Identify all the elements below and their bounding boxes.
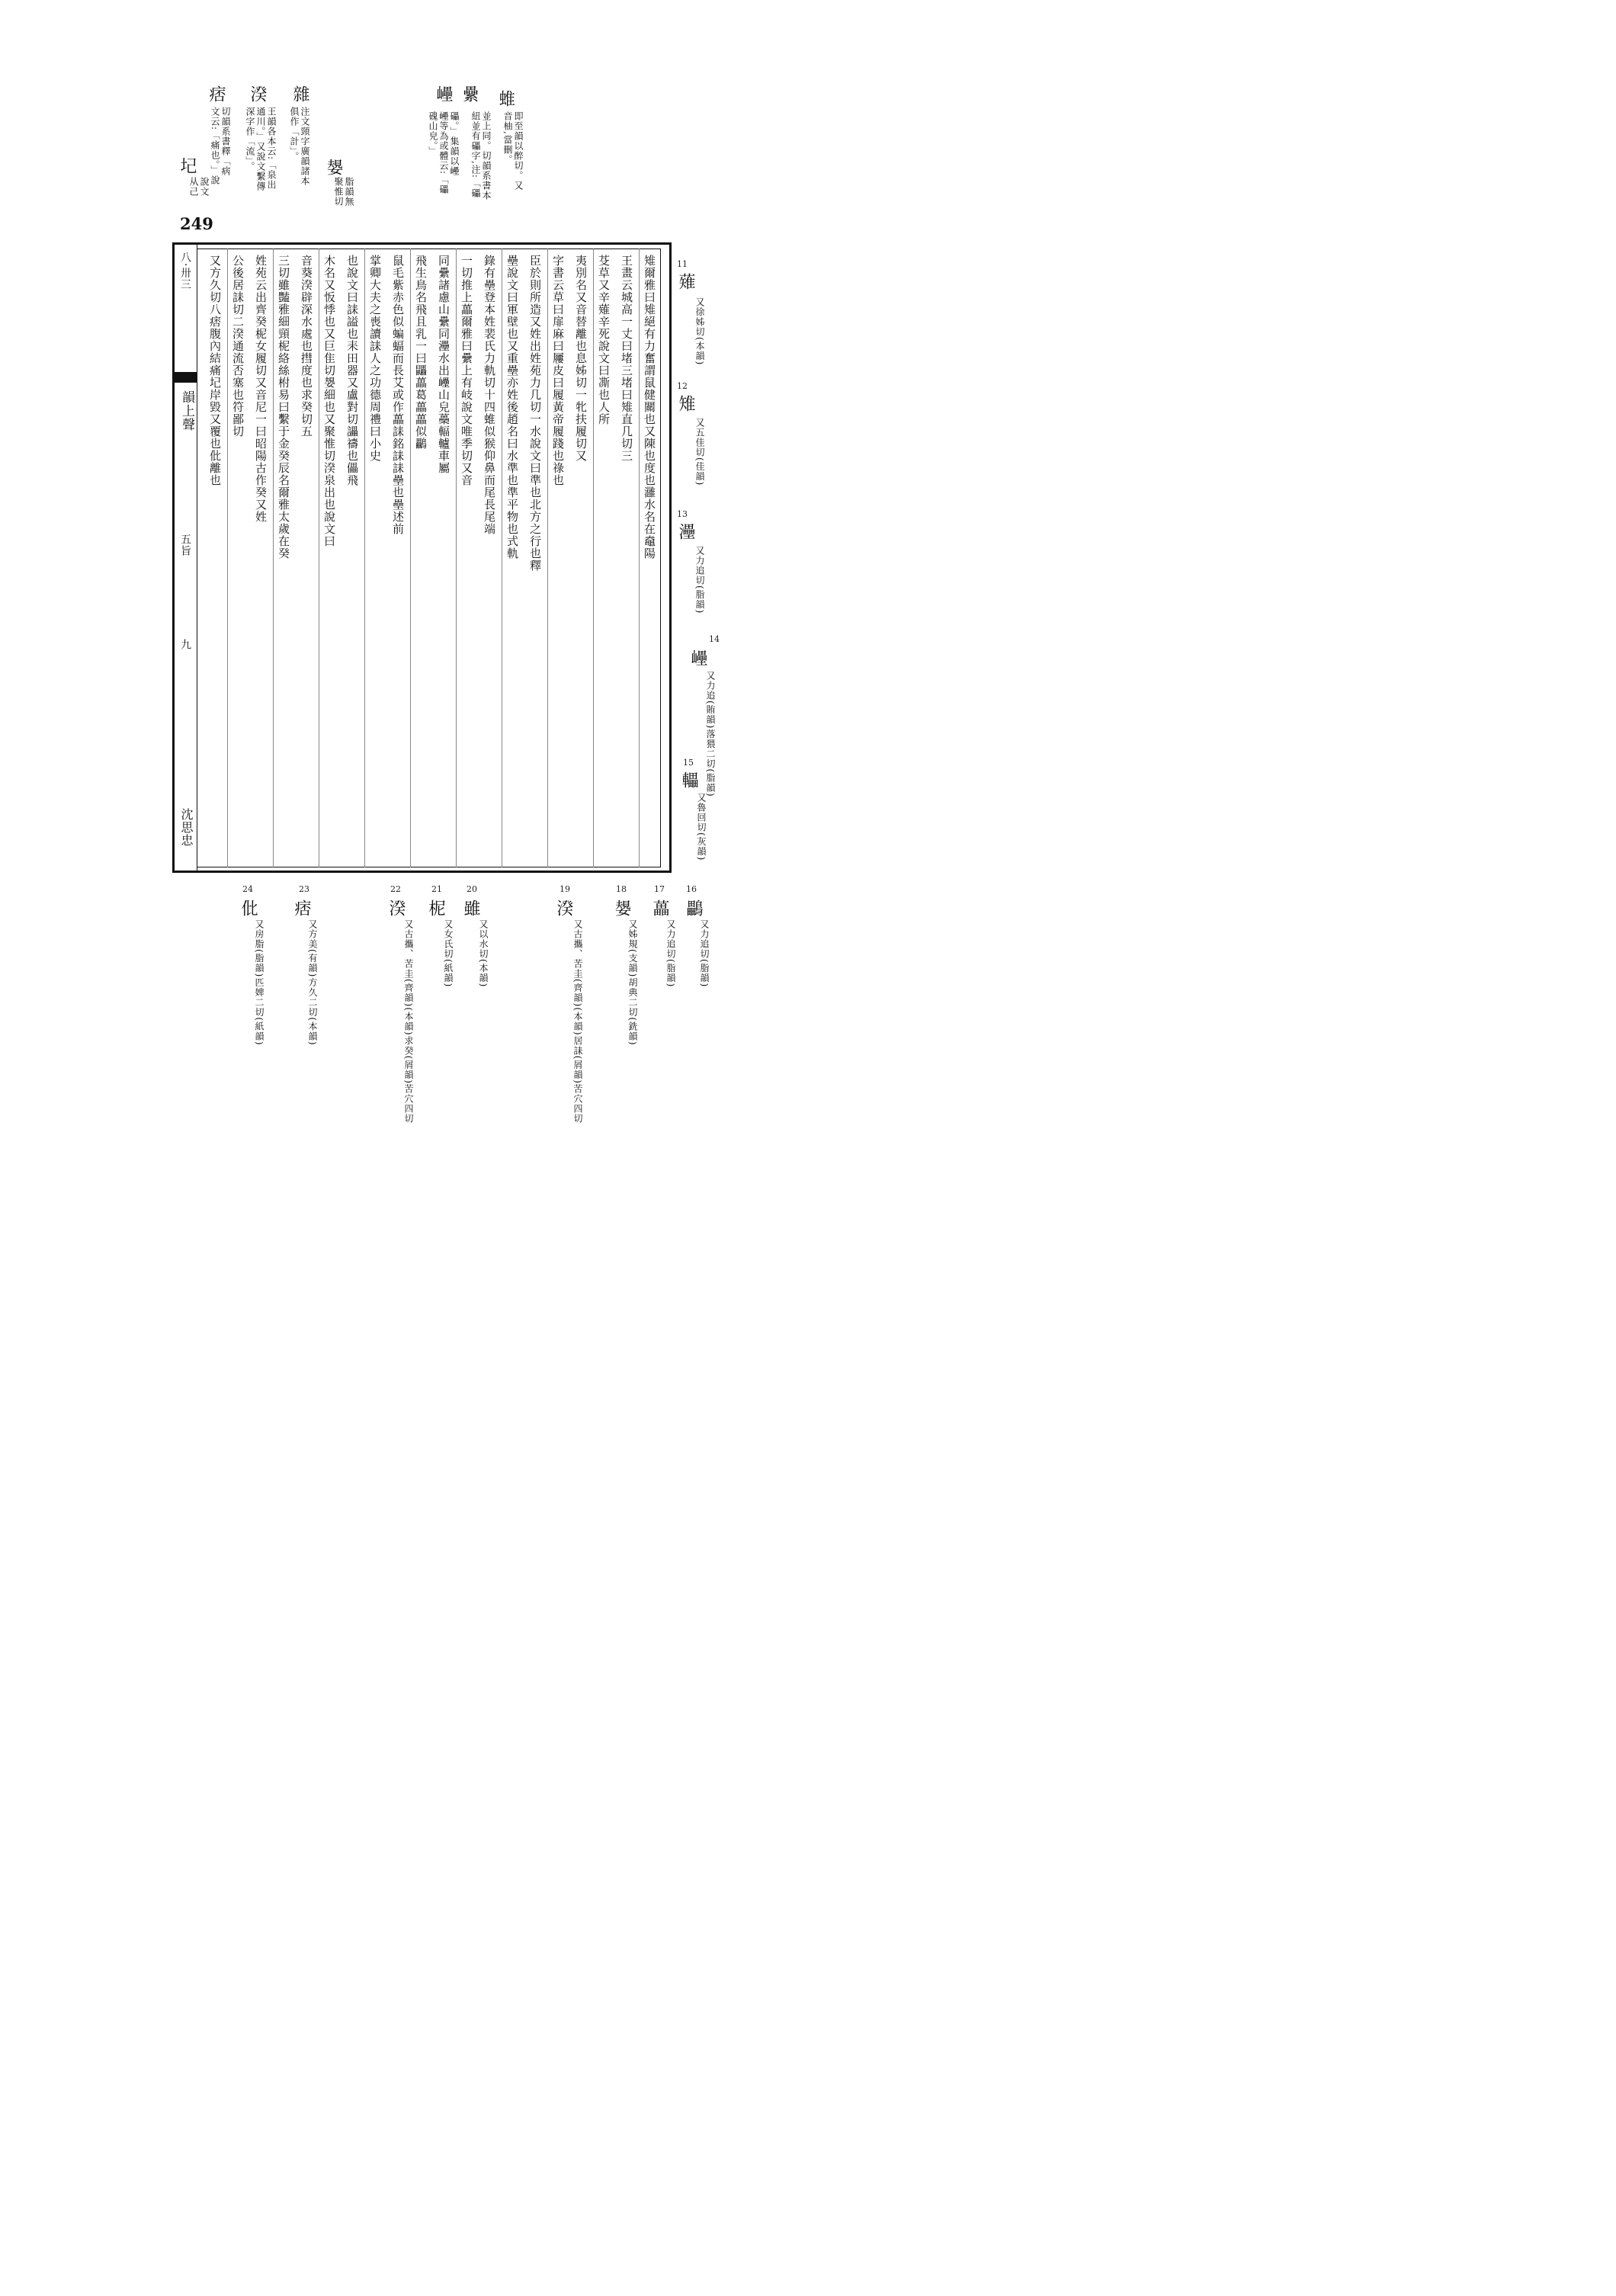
text-column-2: 王畫云城高一丈曰堵三堵曰雉直几切三: [620, 255, 633, 462]
footnote-number: 12: [677, 381, 688, 391]
note-line: 礧。」集韻以㠥: [449, 111, 460, 176]
column-rule: [227, 249, 228, 867]
text-column-4: 夷別名又音替離也息姊切一牝扶履切又: [574, 255, 588, 462]
footnote-text: 又古攜、苦圭(齊韻)(本韻)求癸(屑韻)苦穴四切: [403, 919, 414, 1124]
page-number: 249: [180, 214, 213, 233]
footnote-head: 湀: [386, 899, 406, 917]
note-line: 磈山皃。」: [428, 111, 438, 156]
footnote-head: 雖: [461, 899, 480, 917]
note-line: 即至韻以醉切。又: [513, 111, 524, 191]
footnote-text: 又力追切(脂韻): [694, 546, 705, 614]
margin-top-label: 八·卅三: [179, 252, 191, 290]
note-line: 並上同。切韻系書本: [481, 111, 492, 200]
column-rule: [547, 249, 548, 867]
footnote-number: 17: [654, 884, 665, 894]
text-column-10: 同纍諸慮山纍同灅水出㠥山皃蘽輻轤車屬: [437, 255, 450, 474]
fishtail-mark: [175, 372, 197, 383]
note-line: 紐並有礧字,注:「礧: [470, 111, 481, 198]
text-column-16: 音葵湀辟深水處也㨹度也求癸切五: [300, 255, 313, 438]
note-line: 音柚,當刪。: [502, 111, 513, 165]
text-column-6: 臣於則所造又姓出姓苑力几切一水說文曰準也北方之行也釋: [528, 255, 542, 572]
note-line: 俱作「計」。: [289, 107, 300, 162]
footnote-text: 又徐姊切(本韻): [694, 297, 705, 366]
column-rule: [364, 249, 365, 867]
text-column-14: 也說文曰誄謚也耒田器又盧對切讄禱也儡飛: [345, 255, 359, 486]
margin-author-label: 沈思忠: [179, 808, 194, 847]
note-line: 㠥等為或體云:「礧: [438, 111, 449, 195]
text-column-11: 飛生鳥名飛且乳一曰鼺藟葛藟藟似鸓: [414, 255, 428, 450]
note-head-5: 圮: [178, 157, 197, 175]
footnote-text: 又房脂(脂韻)匹婢二切(紙韻): [254, 919, 265, 1046]
note-head-6: 蜼: [496, 90, 515, 107]
footnote-text: 又姊規(支韻)胡典二切(銑韻): [627, 919, 638, 1046]
footnote-head: 薙: [676, 273, 695, 290]
note-head-8: 㠥: [434, 85, 453, 103]
text-column-3: 芟草又辛薙辛死說文曰凘也人所: [597, 255, 611, 425]
footnote-number: 16: [686, 884, 697, 894]
note-head-7: 纍: [460, 85, 479, 103]
footnote-number: 11: [677, 259, 688, 269]
column-rule: [639, 249, 640, 867]
footnote-text: 又古攜、苦圭(齊韻)(本韻)居誄(屑韻)苦穴四切: [572, 919, 583, 1124]
note-head-2: 湀: [248, 85, 267, 103]
footnote-text: 又方美(有韻)方久二切(本韻): [307, 919, 318, 1046]
footnote-number: 18: [616, 884, 627, 894]
footnote-head: 雉: [676, 395, 695, 412]
margin-leaf-label: 九: [179, 639, 191, 650]
footnote-head: 轠: [679, 771, 698, 789]
note-line: 王韻各本云:「泉出: [266, 107, 277, 191]
footnote-text: 又力追(賄韻)落猥二切(脂韻): [705, 671, 716, 797]
dictionary-page: [0, 0, 841, 1195]
note-line: 深字作「流」。: [245, 107, 255, 172]
text-column-19: 公後居誄切二湀通流否塞也符鄙切: [231, 255, 245, 438]
note-line: 切韻系書釋「病: [220, 107, 231, 176]
footnote-head: 柅: [426, 899, 445, 917]
footnote-number: 24: [242, 884, 253, 894]
note-line: 脂韻無: [344, 177, 354, 207]
note-line: 說文: [199, 177, 210, 197]
footnote-head: 鸓: [684, 899, 703, 917]
text-column-18: 姓苑云出齊癸柅女履切又音尼一曰昭陽古作癸又姓: [254, 255, 268, 523]
note-head-4: 嫢: [324, 159, 343, 176]
footnote-number: 15: [683, 758, 694, 768]
text-column-7: 壘說文曰軍壁也又重壘亦姓後趙名曰水準也準平物也式軌: [505, 255, 519, 560]
footnote-number: 22: [390, 884, 401, 894]
note-line: 从己: [188, 177, 199, 197]
note-line: 通川。」又說文繫傳: [255, 107, 266, 191]
column-rule: [273, 249, 274, 867]
text-column-13: 掌卿大夫之喪讀誄人之功德周禮曰小史: [368, 255, 382, 462]
footnote-head: 灅: [676, 523, 695, 540]
footnote-head: 嫢: [612, 899, 631, 917]
footnote-head: 痞: [292, 899, 311, 917]
text-column-17: 三切雖豔雅細頸柅絡絲柎易曰繫于金癸辰名爾雅太歲在癸: [277, 255, 290, 560]
note-line: 注文頸字廣韻諸本: [300, 107, 310, 186]
text-column-15: 木名又㤆悸也又巨隹切嫢細也又聚惟切湀泉出也說文曰: [322, 255, 336, 547]
footnote-head: 藟: [650, 899, 669, 917]
note-head-1: 雜: [290, 85, 309, 103]
footnote-text: 又以水切(本韻): [478, 919, 489, 988]
margin-rhyme-label: 五旨: [179, 534, 191, 556]
footnote-number: 19: [560, 884, 570, 894]
text-column-8: 錄有壘登本姓裴氏力軌切十四蜼似猴仰鼻而尾長尾端: [483, 255, 496, 535]
footnote-head: 仳: [239, 899, 258, 917]
footnote-number: 13: [677, 509, 688, 519]
footnote-text: 又女氏切(紙韻): [443, 919, 454, 988]
footnote-text: 又力追切(脂韻): [665, 919, 676, 988]
footnote-head: 㠥: [688, 649, 707, 667]
note-line: 聚惟切: [333, 177, 344, 207]
footnote-text: 又五佳切(佳韻): [694, 418, 705, 486]
text-column-20: 又方久切八痞腹內結痛圮岸毀又覆也仳離也: [208, 255, 222, 486]
footnote-number: 21: [431, 884, 442, 894]
text-column-12: 鼠毛紫赤色似蝙蝠而長艾或作藟誄銘誄誄壘也壘述前: [391, 255, 405, 535]
footnote-head: 湀: [554, 899, 573, 917]
column-rule: [456, 249, 457, 867]
footnote-text: 又力追切(脂韻): [699, 919, 710, 988]
footnote-number: 23: [299, 884, 309, 894]
column-rule: [593, 249, 594, 867]
margin-section-label: 韻上聲: [179, 390, 194, 431]
margin-band: [172, 242, 197, 873]
note-line: 文云:「痛也。」說: [210, 107, 220, 186]
text-column-5: 字書云草曰扉麻曰屨皮曰履黃帝履踐也祿也: [551, 255, 565, 486]
text-column-9: 一切推上藟爾雅曰纍上有岐說文唯季切又音: [460, 255, 473, 486]
note-head-3: 痞: [207, 85, 226, 103]
footnote-number: 14: [709, 634, 720, 644]
footnote-text: 又魯回切(灰韻): [696, 793, 707, 861]
text-column-1: 雉爾雅曰雉絕有力奮謂鼠健關也又陳也度也灉水名在鼀陽: [643, 255, 656, 560]
column-rule: [410, 249, 411, 867]
footnote-number: 20: [467, 884, 477, 894]
